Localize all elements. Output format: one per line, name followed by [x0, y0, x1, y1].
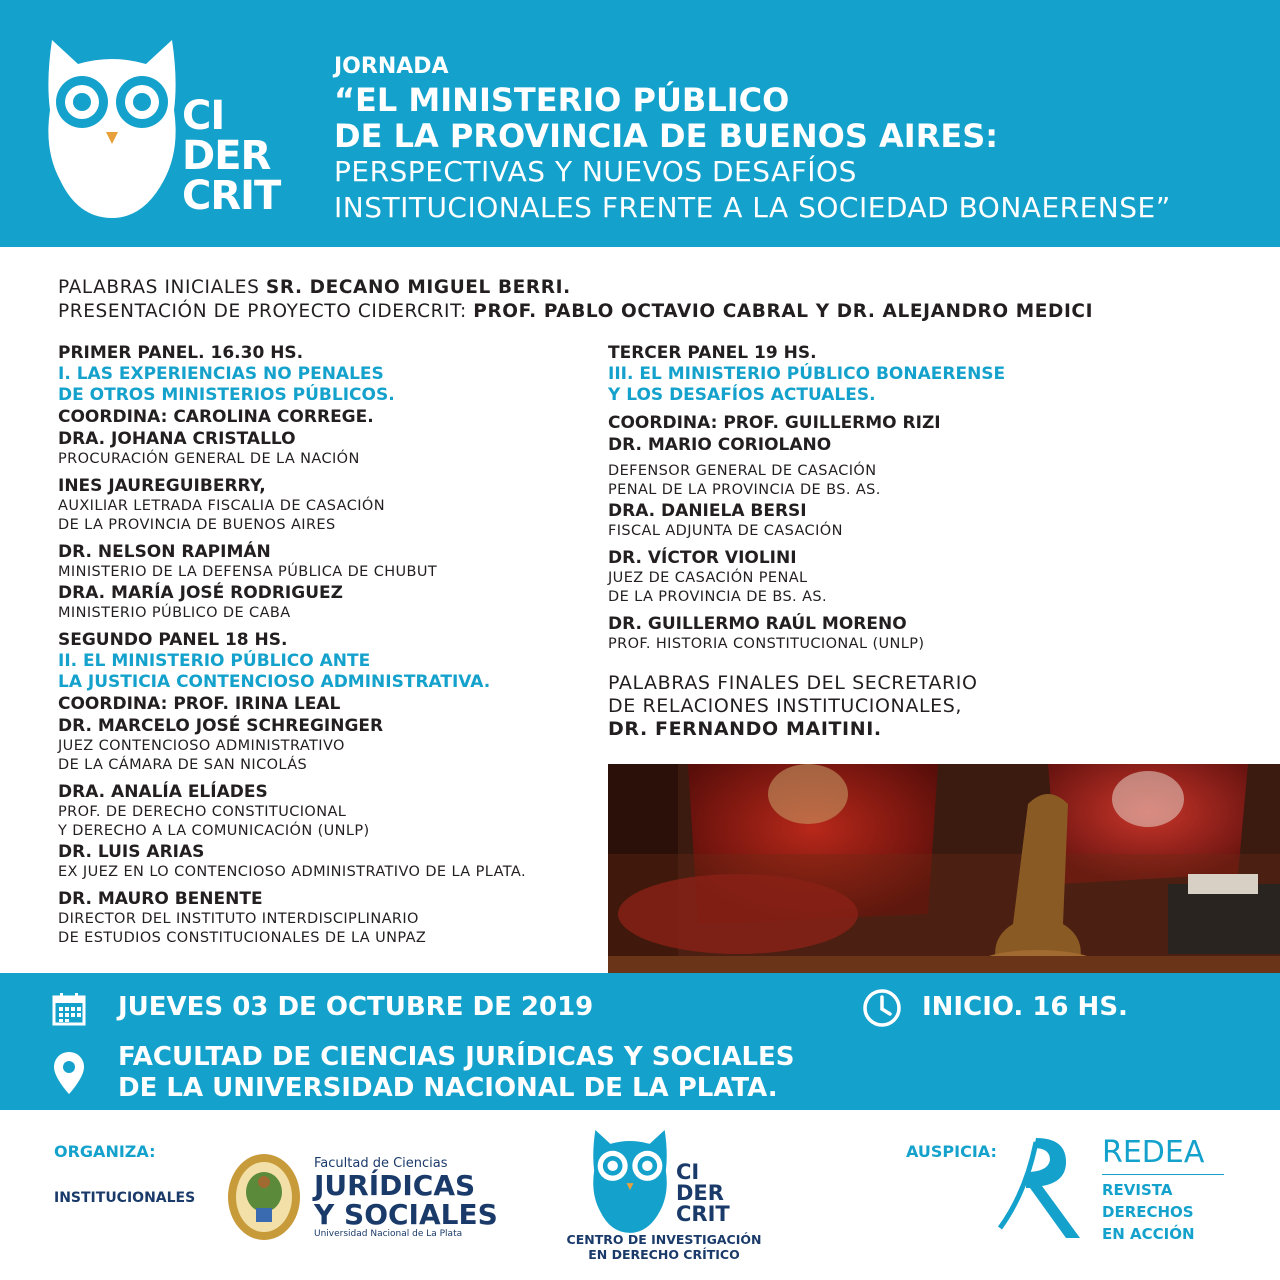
fcj-big: JURÍDICAS	[314, 1169, 476, 1202]
intro-text: PALABRAS INICIALES	[58, 277, 266, 298]
panel-title: LA JUSTICIA CONTENCIOSO ADMINISTRATIVA.	[58, 672, 491, 692]
panel-heading: TERCER PANEL 19 HS.	[608, 343, 817, 363]
logo-line: CI	[676, 1160, 700, 1184]
event-place: DE LA UNIVERSIDAD NACIONAL DE LA PLATA.	[118, 1073, 778, 1103]
speaker-role: DE LA PROVINCIA DE BS. AS.	[608, 589, 828, 605]
left-column	[58, 342, 526, 948]
redea-line: REVISTA	[1102, 1181, 1173, 1199]
speaker-role: JUEZ CONTENCIOSO ADMINISTRATIVO	[58, 738, 345, 754]
speaker-name: DR. MAURO BENENTE	[58, 889, 263, 909]
event-place: FACULTAD DE CIENCIAS JURÍDICAS Y SOCIALES	[118, 1042, 795, 1072]
cidercrit-subtitle	[566, 1232, 762, 1262]
owl-logo-icon	[44, 40, 180, 220]
speaker-role: FISCAL ADJUNTA DE CASACIÓN	[608, 523, 843, 539]
university-seal-icon	[226, 1152, 302, 1242]
intro-bold: PROF. PABLO OCTAVIO CABRAL Y DR. ALEJANDRO MEDICI	[473, 301, 1094, 322]
panel-title: DE OTROS MINISTERIOS PÚBLICOS.	[58, 385, 395, 405]
title-line: “EL MINISTERIO PÚBLICO	[334, 81, 790, 119]
logo-line: CRIT	[676, 1202, 730, 1226]
speaker-role: MINISTERIO DE LA DEFENSA PÚBLICA DE CHUBUT	[58, 564, 438, 580]
title-line: INSTITUCIONALES FRENTE A LA SOCIEDAD BONAERENSE”	[334, 191, 1171, 224]
right-column	[608, 342, 1005, 654]
closing-remarks	[608, 672, 978, 741]
speaker-name: DR. MARCELO JOSÉ SCHREGINGER	[58, 716, 384, 736]
speaker-name: DR. NELSON RAPIMÁN	[58, 542, 271, 562]
closing-name: DR. FERNANDO MAITINI.	[608, 718, 882, 740]
redea-logo	[1102, 1136, 1224, 1245]
speaker-role: DE ESTUDIOS CONSTITUCIONALES DE LA UNPAZ	[58, 930, 427, 946]
speaker-name: DRA. ANALÍA ELÍADES	[58, 782, 268, 802]
closing-line: PALABRAS FINALES DEL SECRETARIO	[608, 672, 978, 694]
speaker-name: DRA. MARÍA JOSÉ RODRIGUEZ	[58, 583, 343, 603]
panel-heading: PRIMER PANEL. 16.30 HS.	[58, 343, 304, 363]
logo-line: DER	[676, 1181, 724, 1205]
intro-text: PRESENTACIÓN DE PROYECTO CIDERCRIT:	[58, 301, 474, 322]
redea-r-logo-icon	[996, 1132, 1092, 1244]
speaker-role: JUEZ DE CASACIÓN PENAL	[608, 570, 808, 586]
location-pin-icon	[52, 1050, 86, 1096]
speaker-name: INES JAUREGUIBERRY,	[58, 476, 266, 496]
intro-bold: SR. DECANO MIGUEL BERRI.	[265, 277, 571, 298]
owl-logo-small-icon	[590, 1130, 670, 1234]
organiza-label: ORGANIZA:	[54, 1142, 156, 1161]
cidercrit-small-text	[676, 1162, 730, 1225]
panel-title: I. LAS EXPERIENCIAS NO PENALES	[58, 364, 384, 384]
coordina: COORDINA: PROF. IRINA LEAL	[58, 694, 341, 714]
speaker-role: Y DERECHO A LA COMUNICACIÓN (UNLP)	[58, 823, 370, 839]
speaker-role: DE LA PROVINCIA DE BUENOS AIRES	[58, 517, 336, 533]
auspicia-label: AUSPICIA:	[906, 1142, 997, 1161]
panel-title: II. EL MINISTERIO PÚBLICO ANTE	[58, 651, 371, 671]
logo-line: DER	[182, 133, 271, 179]
fcj-big: Y SOCIALES	[314, 1198, 498, 1231]
speaker-role: MINISTERIO PÚBLICO DE CABA	[58, 605, 291, 621]
speaker-role: PROF. DE DERECHO CONSTITUCIONAL	[58, 804, 347, 820]
speaker-role: PROF. HISTORIA CONSTITUCIONAL (UNLP)	[608, 636, 925, 652]
title-line: PERSPECTIVAS Y NUEVOS DESAFÍOS	[334, 155, 857, 188]
fcj-sub: Universidad Nacional de La Plata	[314, 1229, 463, 1239]
event-start-time: INICIO. 16 HS.	[922, 992, 1128, 1022]
fcj-logo	[314, 1156, 498, 1239]
speaker-name: DRA. DANIELA BERSI	[608, 501, 807, 521]
intro	[58, 276, 1093, 324]
subtitle-line: CENTRO DE INVESTIGACIÓN	[566, 1232, 762, 1247]
panel-title: Y LOS DESAFÍOS ACTUALES.	[608, 385, 876, 405]
speaker-role: PENAL DE LA PROVINCIA DE BS. AS.	[608, 482, 881, 498]
speaker-name: DR. MARIO CORIOLANO	[608, 435, 832, 455]
speaker-name: DRA. JOHANA CRISTALLO	[58, 429, 296, 449]
logo-line: CI	[182, 93, 225, 139]
speaker-name: DR. GUILLERMO RAÚL MORENO	[608, 614, 907, 634]
subtitle-line: EN DERECHO CRÍTICO	[588, 1247, 740, 1262]
header-title	[334, 52, 1171, 226]
institucionales-label: INSTITUCIONALES	[54, 1190, 196, 1206]
closing-line: DE RELACIONES INSTITUCIONALES,	[608, 695, 963, 717]
fcj-small: Facultad de Ciencias	[314, 1156, 448, 1171]
speaker-role: PROCURACIÓN GENERAL DE LA NACIÓN	[58, 451, 360, 467]
coordina: COORDINA: CAROLINA CORREGE.	[58, 407, 374, 427]
clock-icon	[862, 988, 902, 1028]
speaker-role: EX JUEZ EN LO CONTENCIOSO ADMINISTRATIVO DE LA PLATA.	[58, 864, 526, 880]
redea-line: DERECHOS	[1102, 1203, 1194, 1221]
courtroom-photo	[608, 764, 1280, 973]
title-line: DE LA PROVINCIA DE BUENOS AIRES:	[334, 117, 999, 155]
header-logo-text	[182, 93, 281, 219]
panel-heading: SEGUNDO PANEL 18 HS.	[58, 630, 288, 650]
event-date: JUEVES 03 DE OCTUBRE DE 2019	[118, 992, 594, 1022]
speaker-role: DIRECTOR DEL INSTITUTO INTERDISCIPLINARIO	[58, 911, 419, 927]
coordina: COORDINA: PROF. GUILLERMO RIZI	[608, 413, 941, 433]
redea-line: EN ACCIÓN	[1102, 1225, 1195, 1243]
speaker-role: DEFENSOR GENERAL DE CASACIÓN	[608, 463, 877, 479]
logo-line: CRIT	[182, 173, 281, 219]
redea-title: REDEA	[1102, 1135, 1205, 1170]
panel-title: III. EL MINISTERIO PÚBLICO BONAERENSE	[608, 364, 1006, 384]
jornada-label: JORNADA	[334, 54, 449, 79]
speaker-name: DR. VÍCTOR VIOLINI	[608, 548, 797, 568]
calendar-icon	[52, 992, 86, 1026]
speaker-role: DE LA CÁMARA DE SAN NICOLÁS	[58, 757, 308, 773]
speaker-name: DR. LUIS ARIAS	[58, 842, 205, 862]
speaker-role: AUXILIAR LETRADA FISCALIA DE CASACIÓN	[58, 498, 385, 514]
